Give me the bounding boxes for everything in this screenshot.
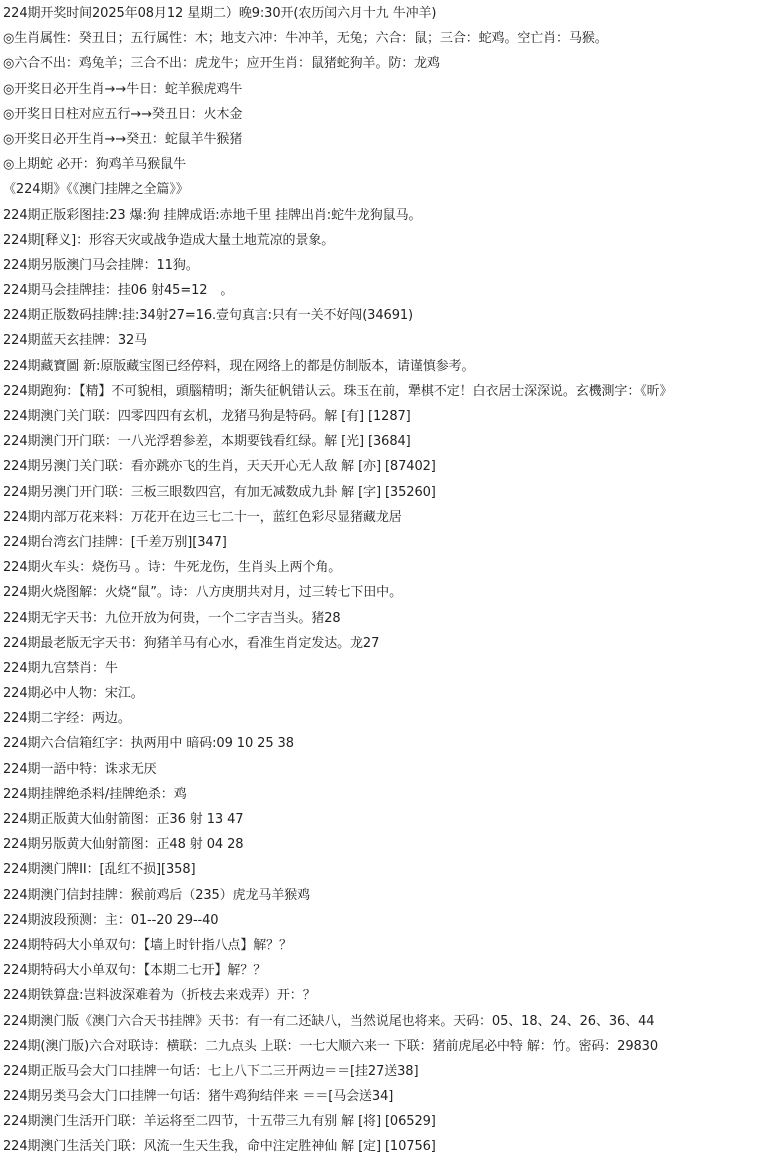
section-title: 《224期》《《澳门挂牌之全篇》》 bbox=[3, 182, 189, 198]
text-line: 224期一語中特：诛求无厌 bbox=[3, 761, 157, 777]
zodiac-attribute-line: ◎生肖属性：癸丑日；五行属性：木；地支六冲：牛冲羊，无兔；六合：鼠；三合：蛇鸡。空亡肖：马猴。 bbox=[3, 31, 608, 47]
text-line: 224期马会挂牌挂：挂06 射45=12 。 bbox=[3, 283, 234, 299]
text-line: 224期六合信箱红字：执两用中 暗码:09 10 25 38 bbox=[3, 736, 294, 752]
text-line: 224期澳门牌II：[乱红不损][358] bbox=[3, 862, 196, 878]
text-line: 224期内部万花来料：万花开在边三七二十一，蓝红色彩尽显猪藏龙居 bbox=[3, 509, 402, 525]
text-line: 224期台湾玄门挂牌：[千差万别][347] bbox=[3, 534, 227, 550]
text-line: 224期另版黄大仙射箭图：正48 射 04 28 bbox=[3, 837, 244, 853]
day-pillar-element-line: ◎开奖日日柱对应五行→→癸丑日：火木金 bbox=[3, 106, 243, 122]
text-line: 224期另澳门开门联：三板三眼数四宫，有加无减数成九卦 解 [字] [35260] bbox=[3, 484, 436, 500]
text-line: 224期正版数码挂牌:挂:34射27=16.壹句真言:只有一关不好闯(34691) bbox=[3, 308, 414, 324]
text-line: 224期无字天书：九位开放为何贵，一个二字吉当头。猪28 bbox=[3, 610, 341, 626]
liuhe-exclusion-line: ◎六合不出：鸡兔羊；三合不出：虎龙牛；应开生肖：鼠猪蛇狗羊。防：龙鸡 bbox=[3, 56, 440, 72]
text-line: 224期必中人物：宋江。 bbox=[3, 686, 144, 702]
text-line: 224期澳门关门联：四零四四有玄机，龙猪马狗是特码。解 [有] [1287] bbox=[3, 409, 411, 424]
text-line: 224期另版澳门马会挂牌：11狗。 bbox=[3, 257, 199, 273]
text-line: 224期跑狗：【精】不可貌相，頭腦精明；渐失征帆错认云。珠玉在前，犟棋不定！白衣居士深深说。玄機測字：《昕》 bbox=[3, 383, 673, 399]
must-open-zodiac-line: ◎开奖日必开生肖→→牛日：蛇羊猴虎鸡牛 bbox=[3, 81, 243, 97]
text-line: 224期蓝天玄挂牌：32马 bbox=[3, 333, 148, 349]
text-line: 224期另澳门关门联：看亦跳亦飞的生肖，天天开心无人敌 解 [亦] [87402] bbox=[3, 459, 436, 475]
text-line: 224期铁算盘:岂料波深难着为（折枝去来戏弄）开：？ bbox=[3, 988, 316, 1004]
text-line: 224期二字经：两边。 bbox=[3, 711, 131, 727]
text-line: 224期正版黄大仙射箭图：正36 射 13 47 bbox=[3, 812, 244, 827]
interpretation-line: 224期[释义]：形容天灾或战争造成大量土地荒凉的景象。 bbox=[3, 232, 335, 248]
text-line: 224期澳门生活关门联：风流一生天生我，命中注定胜神仙 解 [定] [10756] bbox=[3, 1139, 436, 1155]
text-line: 224期波段预测：主：01--20 29--40 bbox=[3, 912, 219, 928]
text-line: 224期特码大小单双句：【本期二七开】解？？ bbox=[3, 963, 267, 979]
text-line: 224期特码大小单双句：【墙上时针指八点】解？？ bbox=[3, 937, 292, 953]
previous-period-line: ◎上期蛇 必开：狗鸡羊马猴鼠牛 bbox=[3, 157, 186, 173]
text-line: 224期(澳门版)六合对联诗：横联：二九点头 上联：一七大顺六来一 下联：猪前虎尾必中特 解：竹。密码：29830 bbox=[3, 1038, 659, 1054]
text-line: 224期挂牌绝杀料/挂牌绝杀：鸡 bbox=[3, 786, 187, 802]
text-line: 224期火车头：烧伤马 。诗：牛死龙伤，生肖头上两个角。 bbox=[3, 560, 342, 576]
text-line: 224期藏寶圖 新:原版藏宝图已经停料，现在网络上的都是仿制版本，请谨慎参考。 bbox=[3, 358, 475, 374]
text-line: 224期另类马会大门口挂牌一句话：猪牛鸡狗结伴来 ＝＝[马会送34] bbox=[3, 1089, 394, 1105]
text-line: 224期澳门版《澳门六合天书挂牌》天书：有一有二还缺八，当然说尾也将来。天码：05、18、24、26、36、44 bbox=[3, 1013, 655, 1029]
text-line: 224期正版马会大门口挂牌一句话：七上八下二三开两边＝＝[挂27送38] bbox=[3, 1063, 419, 1079]
text-line: 224期最老版无字天书：狗猪羊马有心水，看准生肖定发达。龙27 bbox=[3, 635, 380, 651]
text-line: 224期澳门开门联：一八光浮碧参差，本期要钱看红绿。解 [光] [3684] bbox=[3, 434, 411, 450]
draw-time-line: 224期开奖时间2025年08月12 星期二）晚9:30开(农历闰六月十九 牛冲羊) bbox=[3, 6, 437, 21]
guichou-zodiac-line: ◎开奖日必开生肖→→癸丑：蛇鼠羊牛猴猪 bbox=[3, 131, 243, 147]
text-line: 224期火烧图解：火烧“鼠”。诗：八方庚朋共对月，过三转七下田中。 bbox=[3, 585, 402, 601]
official-image-line: 224期正版彩图挂:23 爆:狗 挂牌成语:赤地千里 挂牌出肖:蛇牛龙狗鼠马。 bbox=[3, 207, 422, 223]
text-line: 224期九宫禁肖：牛 bbox=[3, 660, 118, 676]
text-line: 224期澳门生活开门联：羊运将至二四节，十五带三九有别 解 [将] [06529] bbox=[3, 1114, 436, 1130]
text-line: 224期澳门信封挂牌：猴前鸡后（235）虎龙马羊猴鸡 bbox=[3, 887, 311, 903]
